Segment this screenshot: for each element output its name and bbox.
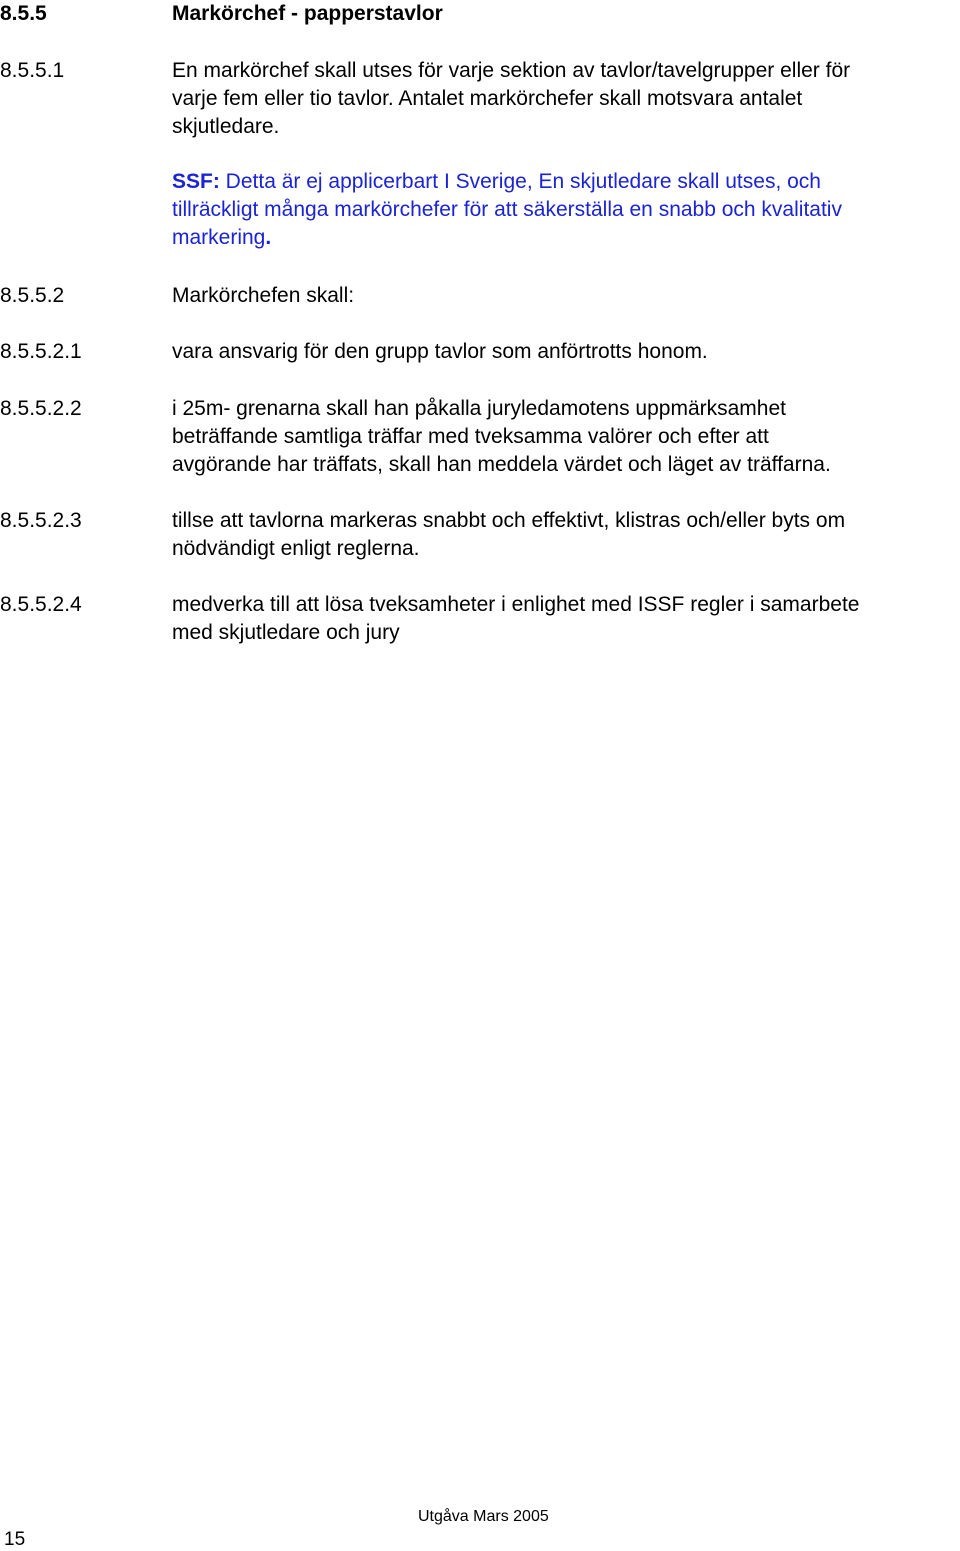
section-number: 8.5.5.2 xyxy=(0,284,65,307)
text-line: En markörchef skall utses för varje sektion av tavlor/tavelgrupper eller för xyxy=(172,59,851,82)
section-number: 8.5.5.2.1 xyxy=(0,340,82,363)
text-line: Markörchefen skall: xyxy=(172,284,355,307)
section-text xyxy=(172,57,960,141)
ssf-note-line1: Detta är ej applicerbart I Sverige, En skjutledare skall utses, och xyxy=(219,170,821,193)
ssf-note-period: . xyxy=(265,226,272,249)
ssf-label: SSF: xyxy=(172,170,220,193)
text-line: vara ansvarig för den grupp tavlor som anförtrotts honom. xyxy=(172,340,708,363)
ssf-note-line2: tillräckligt många markörchefer för att säkerställa en snabb och kvalitativ xyxy=(172,198,842,221)
text-line: med skjutledare och jury xyxy=(172,621,400,644)
section-number: 8.5.5.2.2 xyxy=(0,397,82,420)
section-number: 8.5.5.2.4 xyxy=(0,593,82,616)
ssf-note-text xyxy=(172,168,960,252)
section-text xyxy=(172,338,960,366)
section-text xyxy=(172,507,960,563)
text-line: nödvändigt enligt reglerna. xyxy=(172,537,420,560)
text-line: medverka till att lösa tveksamheter i enlighet med ISSF regler i samarbete xyxy=(172,593,860,616)
section-number: 8.5.5.2.3 xyxy=(0,509,82,532)
heading-title: Markörchef - papperstavlor xyxy=(172,2,443,25)
section-number: 8.5.5.1 xyxy=(0,59,65,82)
ssf-note-line3: markering xyxy=(172,226,266,249)
page-number: 15 xyxy=(4,1529,26,1550)
text-line: avgörande har träffats, skall han meddela värdet och läget av träffarna. xyxy=(172,453,831,476)
section-text xyxy=(172,591,960,647)
heading-number: 8.5.5 xyxy=(0,2,47,25)
text-line xyxy=(172,224,960,252)
section-text xyxy=(172,282,960,310)
text-line: tillse att tavlorna markeras snabbt och effektivt, klistras och/eller byts om xyxy=(172,509,846,532)
text-line: i 25m- grenarna skall han påkalla juryledamotens uppmärksamhet xyxy=(172,397,786,420)
footer-edition: Utgåva Mars 2005 xyxy=(418,1508,549,1525)
text-line: skjutledare. xyxy=(172,115,280,138)
section-text xyxy=(172,395,960,479)
text-line xyxy=(172,168,960,196)
text-line: beträffande samtliga träffar med tveksamma valörer och efter att xyxy=(172,425,769,448)
text-line: varje fem eller tio tavlor. Antalet markörchefer skall motsvara antalet xyxy=(172,87,803,110)
